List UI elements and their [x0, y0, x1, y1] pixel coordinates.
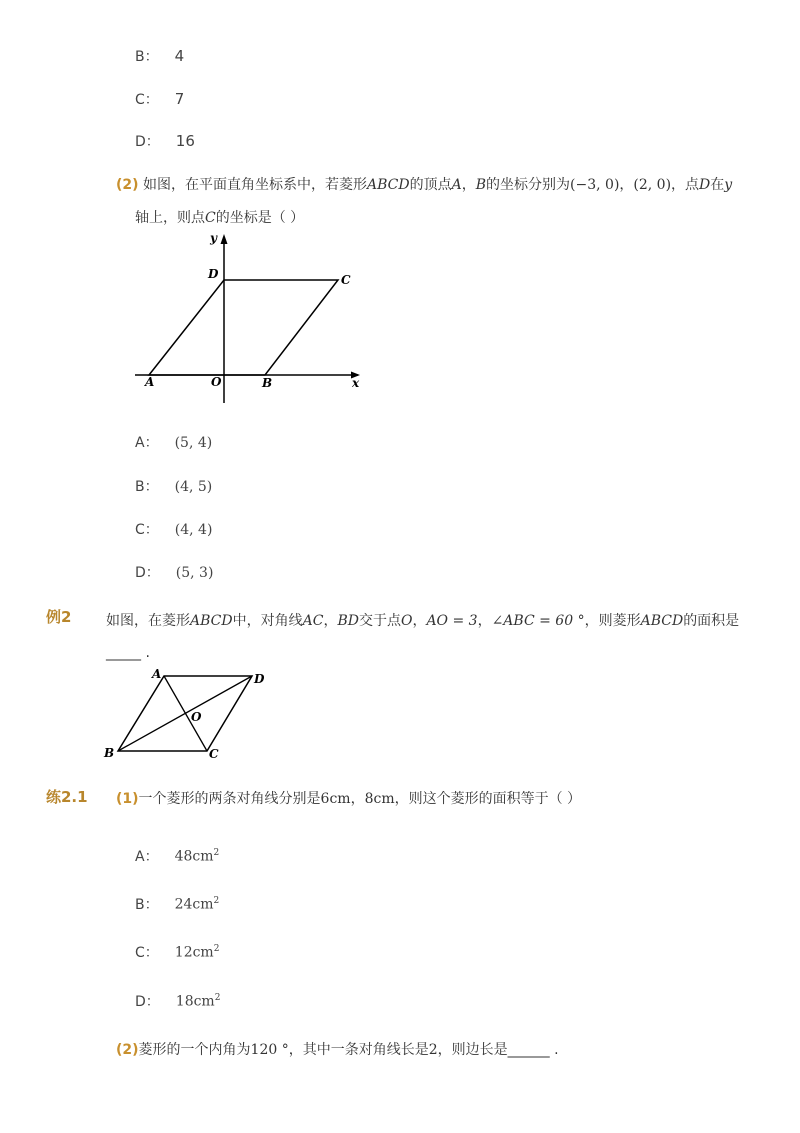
option-value	[175, 944, 220, 961]
rhombus-abcd	[149, 280, 338, 375]
option-value: (5, 4)	[174, 435, 213, 451]
q1-option-d[interactable]	[135, 131, 195, 151]
ex21-option-b[interactable]	[135, 890, 219, 914]
option-label: C：	[135, 522, 159, 538]
math-6cm: 6cm	[320, 791, 351, 807]
math-ao: AO = 3	[426, 613, 478, 629]
ex2-text: ，	[323, 613, 338, 629]
option-value: 16	[175, 132, 195, 150]
exercise-2-1-label: 练2.1	[46, 788, 88, 806]
answer-blank[interactable]: _____	[106, 645, 141, 661]
option-value: (4, 4)	[174, 522, 213, 538]
ex21-option-a[interactable]	[135, 842, 219, 866]
ex21-text: 一个菱形的两条对角线分别是	[138, 791, 321, 807]
ex21-option-c[interactable]	[135, 938, 219, 962]
ex2-text: ，则菱形	[584, 613, 641, 629]
superscript: 2	[213, 944, 220, 954]
math-y: y	[724, 177, 733, 193]
answer-blank[interactable]: ______	[507, 1042, 550, 1058]
option-value-text: 48cm	[174, 848, 214, 865]
ex21-text: ，则这个菱形的面积等于（ ）	[394, 791, 582, 807]
ex2-text: 交于点	[358, 613, 401, 629]
ex2-text: 的面积是	[683, 613, 740, 629]
math-abcd: ABCD	[640, 613, 684, 629]
q2-text: ，点	[671, 177, 700, 193]
math-bd: BD	[337, 613, 359, 629]
subquestion-number: (2)	[116, 177, 139, 193]
math-ac: AC	[302, 613, 324, 629]
ex2-text: 中，对角线	[232, 613, 303, 629]
q2-option-d[interactable]	[135, 562, 213, 582]
q2-text: ，	[461, 177, 476, 193]
label-d: D	[208, 267, 219, 281]
math-abcd: ABCD	[367, 177, 410, 193]
q2-option-b[interactable]	[135, 476, 212, 496]
math-angle: ∠ABC = 60 °	[491, 613, 585, 629]
math-o: O	[400, 613, 413, 629]
q2-text: 的坐标分别为	[486, 177, 571, 193]
label-o: O	[211, 375, 222, 389]
q2-text: 轴上，则点	[135, 210, 205, 226]
label-y: y	[210, 231, 217, 245]
ex2-text: 如图，在菱形	[106, 613, 190, 629]
ex21-text: ，则边长是	[437, 1042, 508, 1058]
q2-text: ，	[619, 177, 634, 193]
option-value	[176, 993, 221, 1010]
label-d: D	[254, 672, 265, 686]
ex21-text: ，其中一条对角线长是	[288, 1042, 429, 1058]
math-c: C	[205, 210, 216, 226]
label-b: B	[104, 746, 115, 760]
q2-text: 的坐标是（ ）	[215, 210, 305, 226]
ex2-line2	[106, 645, 150, 661]
option-label: A：	[135, 848, 159, 865]
ex2-text: .	[145, 645, 150, 661]
option-label: B：	[135, 479, 159, 495]
example-2-label: 例2	[46, 608, 72, 626]
math-2: 2	[428, 1042, 438, 1058]
math-abcd: ABCD	[190, 613, 233, 629]
label-o: O	[191, 710, 202, 724]
label-a: A	[152, 667, 162, 681]
ex2-rhombus-figure	[98, 662, 278, 767]
y-axis-arrow	[221, 234, 228, 244]
option-value: 4	[174, 47, 185, 65]
option-label: C：	[135, 92, 159, 108]
math-d: D	[699, 177, 711, 193]
ex21-option-d[interactable]	[135, 987, 220, 1011]
option-label: C：	[135, 944, 159, 961]
ex2-text: ，	[412, 613, 427, 629]
ex21-text: .	[554, 1042, 559, 1058]
option-value: (5, 3)	[175, 565, 214, 581]
option-value-text: 24cm	[174, 896, 214, 913]
q2-option-c[interactable]	[135, 519, 212, 539]
option-value-text: 12cm	[174, 944, 214, 961]
ex2-text: ，	[477, 613, 492, 629]
math-coord-a: (−3, 0)	[570, 177, 620, 193]
q2-coordinate-figure	[130, 228, 370, 408]
superscript: 2	[213, 848, 220, 858]
option-value-text: 18cm	[175, 993, 215, 1010]
q1-option-c[interactable]	[135, 89, 184, 109]
label-c: C	[209, 747, 219, 761]
option-label: D：	[135, 134, 160, 150]
q2-text: 如图，在平面直角坐标系中，若菱形	[143, 177, 367, 193]
option-value	[175, 848, 220, 865]
diagonal-bd	[118, 676, 252, 751]
option-label: D：	[135, 565, 160, 581]
ex21-q1-text	[116, 788, 581, 808]
math-a: A	[451, 177, 462, 193]
ex21-q2-text	[116, 1039, 559, 1059]
superscript: 2	[213, 896, 220, 906]
q2-text: 的顶点	[409, 177, 452, 193]
q2-line2	[135, 207, 304, 227]
option-value: (4, 5)	[174, 479, 213, 495]
label-c: C	[341, 273, 351, 287]
q2-option-a[interactable]	[135, 432, 212, 452]
ex21-text: 菱形的一个内角为	[138, 1042, 251, 1058]
option-label: B：	[135, 49, 159, 65]
label-a: A	[145, 375, 155, 389]
math-b: B	[475, 177, 487, 193]
subquestion-number: (1)	[116, 791, 139, 807]
math-120deg: 120 °	[250, 1042, 289, 1058]
option-value: 7	[174, 90, 185, 108]
subquestion-number: (2)	[116, 1042, 139, 1058]
option-value	[175, 896, 220, 913]
q2-text: 在	[710, 177, 725, 193]
label-x: x	[352, 376, 360, 390]
option-label: D：	[135, 993, 160, 1010]
q1-option-b[interactable]	[135, 46, 184, 66]
superscript: 2	[214, 993, 221, 1003]
option-label: B：	[135, 896, 159, 913]
ex21-text: ，	[350, 791, 365, 807]
q2-line1	[116, 174, 732, 194]
label-b: B	[262, 376, 273, 390]
math-8cm: 8cm	[364, 791, 395, 807]
option-label: A：	[135, 435, 159, 451]
math-coord-b: (2, 0)	[633, 177, 672, 193]
ex2-line1	[106, 610, 739, 630]
